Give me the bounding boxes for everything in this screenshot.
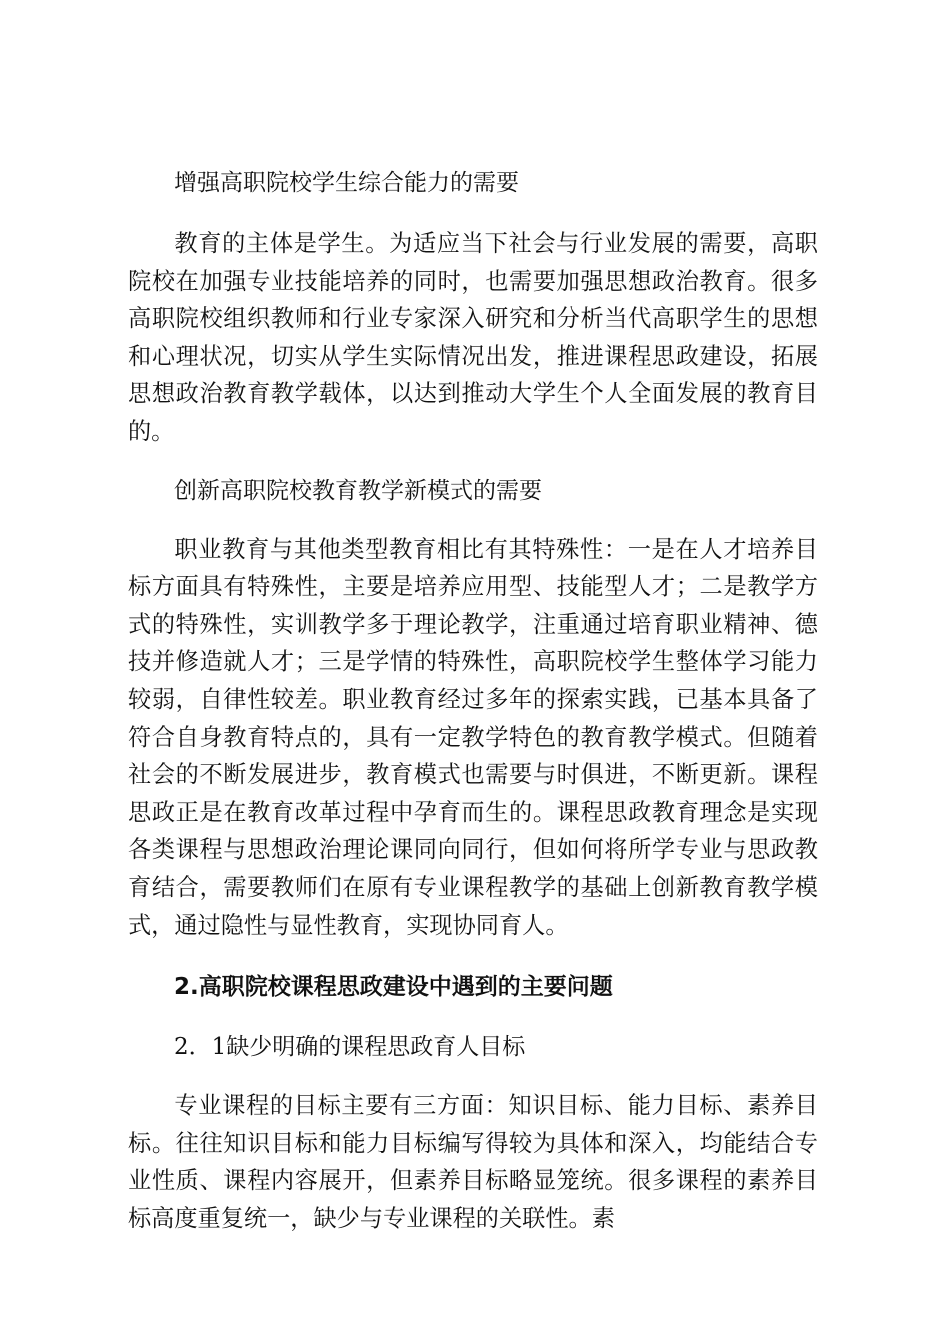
document-page [128, 163, 818, 1237]
paragraph-vocational-education: 职业教育与其他类型教育相比有其特殊性：一是在人才培养目标方面具有特殊性，主要是培养应用型、技能型人才；二是教学方式的特殊性，实训教学多于理论教学，注重通过培育职业精神、德技并修造就人才；三是学情的特殊性，高职院校学生整体学习能力较弱，自律性较差。职业教育经过多年的探索实践，已基本具备了符合自身教育特点的，具有一定教学特色的教育教学模式。但随着社会的不断发展进步，教育模式也需要与时俱进，不断更新。课程思政正是在教育改革过程中孕育而生的。课程思政教育理念是实现各类课程与思想政治理论课同向同行，但如何将所学专业与思政教育结合，需要教师们在原有专业课程教学的基础上创新教育教学模式，通过隐性与显性教育，实现协同育人。 [128, 535, 818, 939]
subheading-comprehensive-ability: 增强高职院校学生综合能力的需要 [174, 170, 519, 196]
subsection-title-goals: 2．1缺少明确的课程思政育人目标 [174, 1034, 526, 1061]
paragraph-education-subject: 教育的主体是学生。为适应当下社会与行业发展的需要，高职院校在加强专业技能培养的同时，也需要加强思想政治教育。很多高职院校组织教师和行业专家深入研究和分析当代高职学生的思想和心理状况，切实从学生实际情况出发，推进课程思政建设，拓展思想政治教育教学载体，以达到推动大学生个人全面发展的教育目的。 [128, 230, 818, 445]
section-title-main-problems: 2.高职院校课程思政建设中遇到的主要问题 [174, 974, 613, 1001]
paragraph-course-goals: 专业课程的目标主要有三方面：知识目标、能力目标、素养目标。往往知识目标和能力目标编写得较为具体和深入，均能结合专业性质、课程内容展开，但素养目标略显笼统。很多课程的素养目标高度重复统一，缺少与专业课程的关联性。素 [128, 1092, 818, 1232]
subheading-teaching-model: 创新高职院校教育教学新模式的需要 [174, 477, 542, 504]
